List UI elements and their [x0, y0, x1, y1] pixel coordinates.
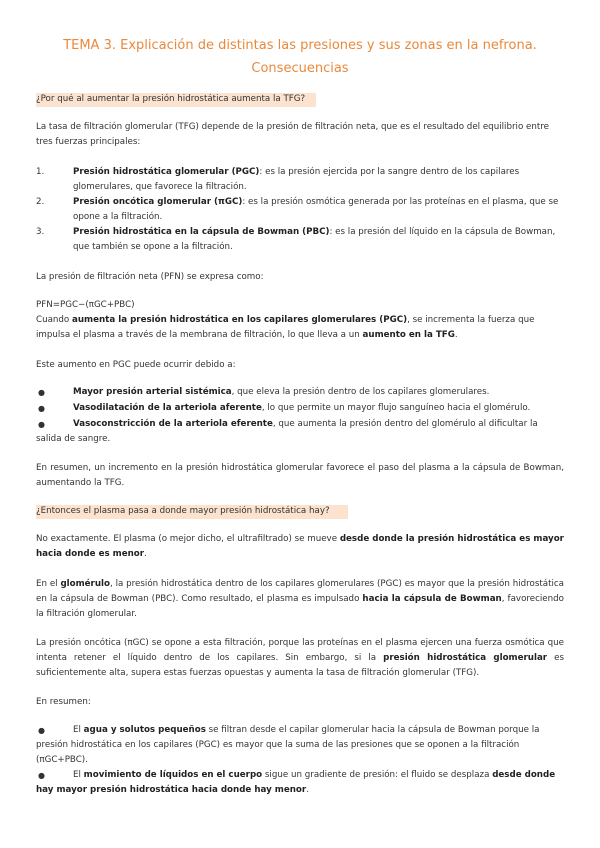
- section2-question: ¿Entonces el plasma pasa a donde mayor presión hidrostática hay?: [36, 506, 330, 516]
- document-title-line2: Consecuencias: [251, 61, 349, 76]
- pfn-formula: PFN=PGC−(πGC+PBC): [36, 300, 135, 310]
- section1-summary: En resumen, un incremento en la presión hidrostática glomerular favorece el paso del plasma a la cápsula de Bowman, aumentando la TFG.: [36, 463, 564, 488]
- force-desc: : es la presión ejercida por la sangre dentro de los capilares glomerulares, que favorece la filtración.: [73, 167, 520, 192]
- force-desc: : es la presión osmótica generada por las proteínas en el plasma, que se opone a la filtración.: [73, 197, 559, 222]
- bullet: ●: [38, 771, 45, 780]
- section2-paragraph3: La presión oncótica (πGC) se opone a esta filtración, porque las proteínas en el plasma ejercen una fuerza osmótica que intenta retener el líquido dentro de los capilares. Sin embargo, si la presión hidrostática glomerular es suficientemente alta, supera estas fuerzas opuestas y aumenta la tasa de filtración glomerular (TFG).: [36, 638, 564, 678]
- list-number: 2.: [36, 197, 45, 207]
- bullet: ●: [38, 726, 45, 735]
- cause-item: Vasoconstricción de la arteriola eferente, que aumenta la presión dentro del glomérulo al dificultar la salida de sangre.: [36, 419, 538, 444]
- bullet: ●: [38, 388, 45, 397]
- force-item-pigc: [73, 195, 564, 225]
- list-number: 3.: [36, 227, 45, 237]
- force-term: Presión hidrostática en la cápsula de Bowman (PBC): [73, 227, 330, 237]
- cause-item: Mayor presión arterial sistémica, que eleva la presión dentro de los capilares glomerulares.: [73, 387, 490, 397]
- force-term: Presión oncótica glomerular (πGC): [73, 197, 243, 207]
- summary-item: El movimiento de líquidos en el cuerpo sigue un gradiente de presión: el fluido se desplaza desde donde hay mayor presión hidrostática hacia donde hay menor.: [36, 770, 556, 795]
- summary-item: El agua y solutos pequeños se filtran desde el capilar glomerular hacia la cápsula de Bowman porque la presión hidrostática en los capilares (PGC) es mayor que la suma de las presiones que se oponen a la filtración (πGC+PBC).: [36, 725, 540, 765]
- causes-intro: Este aumento en PGC puede ocurrir debido a:: [36, 360, 236, 370]
- bullet: ●: [38, 404, 45, 413]
- section1-intro: La tasa de filtración glomerular (TFG) depende de la presión de filtración neta, que es el resultado del equilibrio entre tres fuerzas principales:: [36, 122, 550, 147]
- force-item-pgc: [73, 165, 564, 195]
- section2-summary-intro: En resumen:: [36, 697, 91, 707]
- section2-paragraph1: No exactamente. El plasma (o mejor dicho, el ultrafiltrado) se mueve desde donde la presión hidrostática es mayor hacia donde es menor.: [36, 534, 564, 559]
- bullet: ●: [38, 420, 45, 429]
- force-term: Presión hidrostática glomerular (PGC): [73, 167, 260, 177]
- force-item-pbc: [73, 225, 564, 255]
- list-number: 1.: [36, 167, 45, 177]
- pfn-intro: La presión de filtración neta (PFN) se expresa como:: [36, 272, 264, 282]
- pgc-increase-paragraph: Cuando aumenta la presión hidrostática en los capilares glomerulares (PGC), se incrementa la fuerza que impulsa el plasma a través de la membrana de filtración, lo que lleva a un aumento en la TFG.: [36, 315, 535, 340]
- section2-paragraph2: En el glomérulo, la presión hidrostática dentro de los capilares glomerulares (PGC) es mayor que la presión hidrostática en la cápsula de Bowman (PBC). Como resultado, el plasma es impulsado hacia la cápsula de Bowman, favoreciendo la filtración glomerular.: [36, 579, 564, 619]
- force-desc: : es la presión del líquido en la cápsula de Bowman, que también se opone a la filtración.: [73, 227, 556, 252]
- cause-item: Vasodilatación de la arteriola aferente, lo que permite un mayor flujo sanguíneo hacia el glomérulo.: [73, 403, 531, 413]
- section1-question: ¿Por qué al aumentar la presión hidrostática aumenta la TFG?: [36, 94, 306, 104]
- document-title-line1: TEMA 3. Explicación de distintas las presiones y sus zonas en la nefrona.: [63, 38, 537, 53]
